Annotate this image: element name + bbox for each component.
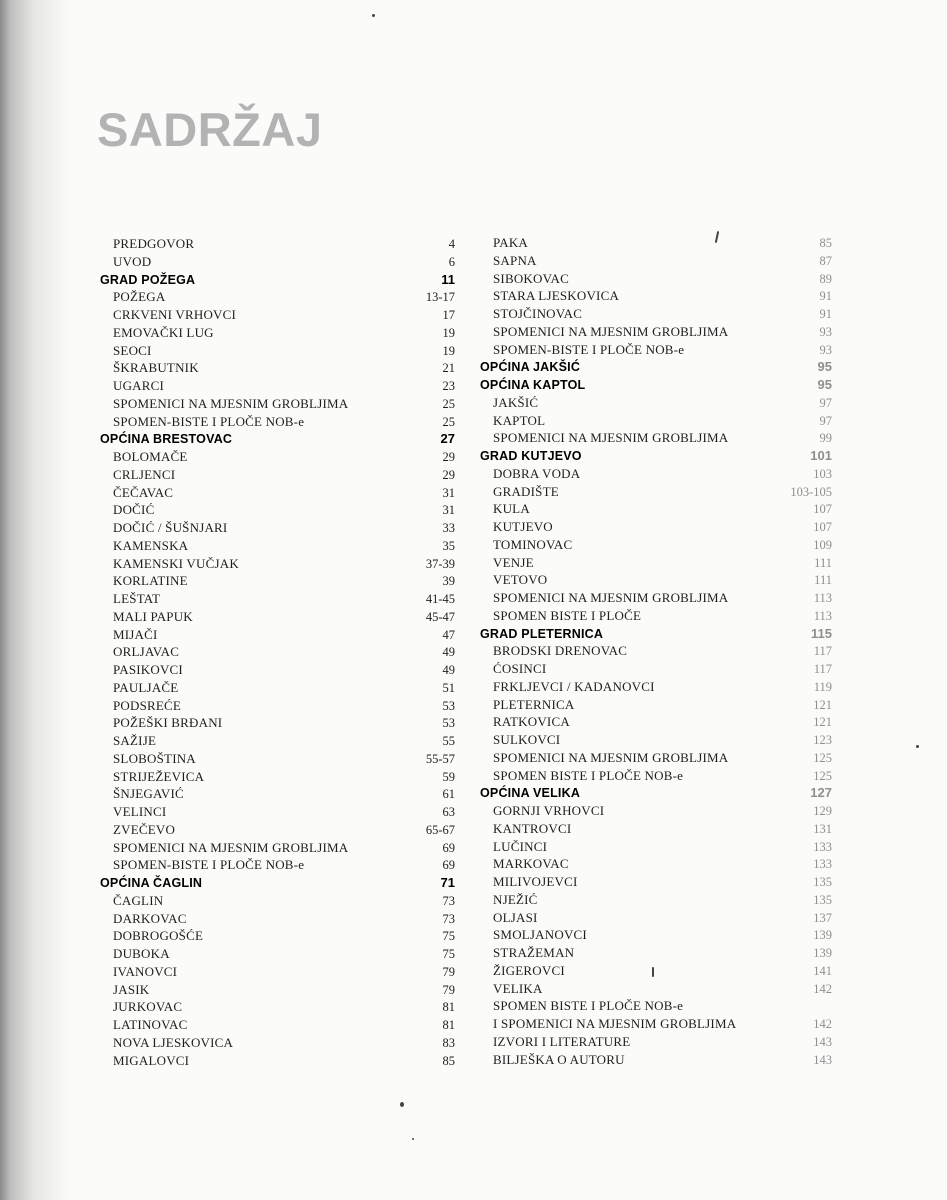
toc-entry-label: KORLATINE [113,573,188,589]
toc-section-heading [480,376,832,394]
toc-entry [100,945,455,963]
toc-page-number: 33 [442,521,455,535]
toc-entry [480,341,832,359]
toc-entry-label: SPOMENICI NA MJESNIM GROBLJIMA [493,749,729,765]
toc-entry-label: JASIK [113,981,150,997]
toc-page-number: 31 [442,503,455,518]
toc-page-number: 129 [813,804,832,818]
toc-entry-label: IVANOVCI [113,963,178,979]
toc-page-number: 85 [442,1053,455,1068]
toc-page-number: 4 [448,237,455,251]
toc-entry-label: DOČIĆ [113,502,155,518]
toc-entry [100,484,455,502]
toc-entry-label: IZVORI I LITERATURE [493,1033,631,1049]
toc-entry [480,252,832,270]
toc-page-number: 55-57 [425,751,455,766]
toc-page-number: 133 [813,857,832,872]
toc-entry-label: BILJEŠKA O AUTORU [493,1051,625,1067]
toc-page-number: 127 [810,785,832,801]
toc-entry-label: OPĆINA VELIKA [480,786,581,801]
toc-page-number: 47 [442,627,455,642]
toc-entry-label: BRODSKI DRENOVAC [493,643,628,659]
toc-entry-label: VENJE [493,554,534,570]
toc-entry-label: OPĆINA KAPTOL [480,378,586,392]
toc-page-number: 139 [813,946,832,960]
toc-page-number: 25 [442,414,455,429]
toc-entry-label: ŠKRABUTNIK [113,360,199,376]
toc-entry-label: MIGALOVCI [113,1052,190,1068]
toc-entry [100,466,455,484]
toc-entry-label: PASIKOVCI [113,662,183,677]
toc-page-number: 141 [813,963,832,978]
toc-entry-label: STOJČINOVAC [493,306,583,321]
toc-entry [100,359,455,377]
toc-page-number: 111 [814,573,832,588]
toc-entry-label: SPOMEN BISTE I PLOČE [493,607,642,623]
toc-entry [480,962,832,980]
toc-page-number: 91 [819,307,832,321]
toc-entry-label: GRAD PLETERNICA [480,626,604,641]
toc-entry [480,607,832,625]
toc-page-number: 97 [819,395,832,410]
toc-entry-label: I SPOMENICI NA MJESNIM GROBLJIMA [493,1016,737,1031]
toc-entry-label: SAPNA [493,252,537,268]
toc-entry-label: DOČIĆ / ŠUŠNJARI [113,520,228,535]
toc-entry [480,749,832,767]
scan-speck [652,967,654,977]
toc-page-number: 103-105 [790,484,832,499]
toc-entry [480,270,832,288]
toc-page-number: 111 [814,555,832,570]
toc-entry-label: TOMINOVAC [493,536,573,552]
toc-entry [480,465,832,483]
toc-entry-label: STRIJEŽEVICA [113,768,205,784]
toc-entry-label: SPOMENICI NA MJESNIM GROBLJIMA [493,430,729,446]
toc-page-number: 81 [442,1018,455,1032]
toc-page-number: 73 [442,911,455,926]
toc-page-number: 95 [817,377,832,392]
toc-entry-label: PODSREĆE [113,697,182,713]
toc-entry-label: MARKOVAC [493,856,569,872]
toc-entry-label: SEOCI [113,342,152,358]
toc-page-number: 19 [442,325,455,340]
toc-entry-label: DOBRA VODA [493,465,581,481]
toc-entry [100,697,455,715]
toc-entry-label: LATINOVAC [113,1017,188,1032]
toc-page-number: 69 [442,840,455,855]
toc-entry-label: MALI PAPUK [113,608,193,624]
toc-entry-label: SPOMENICI NA MJESNIM GROBLJIMA [493,323,729,339]
toc-entry-label: KUTJEVO [493,519,553,534]
toc-page-number: 113 [813,608,832,623]
toc-entry [480,678,832,696]
toc-entry [480,536,832,554]
toc-page-number: 27 [440,431,455,447]
toc-entry-label: UVOD [113,253,152,269]
toc-page-number: 49 [442,645,455,660]
toc-entry-label: KAPTOL [493,412,546,428]
toc-page-number: 99 [819,431,832,446]
toc-entry [100,608,455,626]
toc-page-number: 37-39 [425,556,455,571]
toc-page-number: 121 [813,697,832,712]
toc-entry [100,661,455,679]
toc-entry [480,554,832,572]
toc-page-number: 29 [442,450,455,464]
scan-speck [412,1138,414,1140]
toc-entry [100,768,455,786]
toc-entry-label: FRKLJEVCI / KADANOVCI [493,678,655,694]
toc-page-number: 137 [813,910,832,925]
toc-page-number: 143 [813,1034,832,1049]
toc-page-number: 17 [442,308,455,322]
toc-entry [480,500,832,518]
toc-entry [480,394,832,412]
toc-entry [100,714,455,732]
toc-entry [480,997,832,1015]
toc-entry-label: SPOMEN BISTE I PLOČE NOB-e [493,767,684,783]
toc-entry-label: PAKA [493,235,529,250]
toc-page-number: 139 [813,928,832,943]
toc-page-number: 65-67 [425,822,455,837]
toc-entry-label: SPOMENICI NA MJESNIM GROBLJIMA [113,839,349,855]
toc-entry-label: SPOMENICI NA MJESNIM GROBLJIMA [493,590,729,605]
toc-entry [100,998,455,1016]
toc-page-number: 79 [442,964,455,979]
toc-page-number: 49 [442,663,455,677]
toc-entry-label: ČEČAVAC [113,484,174,500]
toc-entry-label: SMOLJANOVCI [493,927,587,943]
scan-speck [400,1102,404,1107]
toc-page-number: 93 [819,342,832,357]
toc-entry-label: ŠNJEGAVIĆ [113,786,184,802]
toc-entry-label: POŽEGA [113,289,166,305]
toc-page-number: 125 [813,768,832,783]
toc-entry-label: STARA LJESKOVICA [493,288,620,304]
toc-entry-label: JAKŠIĆ [493,394,539,410]
toc-entry [100,590,455,608]
toc-entry [100,572,455,590]
scan-speck [372,14,375,17]
toc-page-number: 61 [442,787,455,802]
toc-page-number: 63 [442,805,455,819]
toc-entry [100,839,455,857]
toc-entry [480,909,832,927]
toc-entry-label: DARKOVAC [113,910,187,926]
toc-page-number: 39 [442,574,455,589]
toc-entry [480,873,832,891]
toc-entry [480,642,832,660]
toc-entry [480,1033,832,1051]
toc-entry [480,838,832,856]
toc-entry-label: SPOMEN-BISTE I PLOČE NOB-e [113,857,305,873]
toc-page-number: 117 [813,662,832,676]
toc-entry [100,981,455,999]
toc-entry [480,802,832,820]
toc-entry [100,732,455,750]
toc-entry-label: ORLJAVAC [113,644,180,660]
toc-entry [100,785,455,803]
toc-left-column [100,235,455,1069]
toc-entry-label: KAMENSKI VUČJAK [113,555,239,571]
toc-page-number: 101 [810,448,832,463]
toc-section-heading [100,430,455,448]
toc-entry [480,287,832,305]
toc-entry [480,234,832,252]
toc-entry [480,1015,832,1033]
toc-entry-label: DOBROGOŠĆE [113,928,204,944]
toc-entry [100,324,455,342]
toc-page-number: 93 [819,324,832,339]
toc-entry [100,448,455,466]
toc-entry [100,856,455,874]
toc-page-number: 13-17 [425,290,455,305]
toc-entry [100,342,455,360]
toc-entry [480,518,832,536]
toc-entry-label: KULA [493,501,530,517]
toc-right-column [480,234,832,1068]
toc-entry-label: VELINCI [113,804,167,819]
toc-entry [100,1034,455,1052]
toc-entry-label: SULKOVCI [493,732,561,747]
toc-entry [100,803,455,821]
toc-entry-label: SIBOKOVAC [493,270,569,286]
toc-entry-label: ČAGLIN [113,892,164,908]
toc-entry-label: PLETERNICA [493,696,575,712]
toc-entry [480,660,832,678]
toc-entry-label: UGARCI [113,378,165,393]
toc-section-heading [100,874,455,892]
toc-entry-label: PAULJAČE [113,679,179,695]
toc-section-heading [100,271,455,289]
toc-page-number: 142 [813,1017,832,1031]
toc-page-number: 83 [442,1035,455,1050]
toc-page-number: 113 [813,591,832,605]
toc-page-number: 123 [813,733,832,747]
toc-entry-label: SPOMEN-BISTE I PLOČE NOB-e [113,413,305,429]
toc-page-number: 107 [813,502,832,517]
toc-entry [480,696,832,714]
toc-entry [480,891,832,909]
toc-page-number: 85 [819,236,832,250]
toc-section-heading [480,358,832,376]
toc-entry [100,910,455,928]
toc-entry-label: GRADIŠTE [493,483,559,499]
toc-entry-label: CRLJENCI [113,466,176,482]
toc-entry-label: SLOBOŠTINA [113,750,196,766]
toc-entry [480,713,832,731]
toc-page-number: 41-45 [425,592,455,606]
toc-entry [480,305,832,323]
toc-section-heading [480,625,832,643]
toc-page-number: 91 [819,289,832,304]
toc-page-number: 29 [442,467,455,482]
toc-entry [480,944,832,962]
toc-entry [100,892,455,910]
toc-entry-label: OLJASI [493,909,538,925]
toc-entry-label: DUBOKA [113,946,170,961]
toc-entry [100,750,455,768]
toc-page-number: 11 [441,271,455,287]
toc-entry-label: RATKOVICA [493,714,570,730]
toc-page-number: 25 [442,396,455,411]
toc-page-number: 53 [442,716,455,731]
toc-entry [100,501,455,519]
toc-entry [100,306,455,324]
toc-entry [100,288,455,306]
toc-entry-label: VETOVO [493,572,548,588]
toc-page-number: 89 [819,271,832,286]
toc-entry-label: SPOMENICI NA MJESNIM GROBLJIMA [113,395,349,411]
toc-page-number: 79 [442,982,455,997]
toc-page-number: 107 [813,520,832,534]
toc-entry [480,980,832,998]
page-binding-shadow [0,0,70,1200]
toc-page-number: 125 [813,750,832,765]
toc-entry-label: SPOMEN-BISTE I PLOČE NOB-e [493,341,685,357]
toc-entry [100,413,455,431]
toc-entry [100,377,455,395]
toc-entry [480,767,832,785]
toc-entry [480,429,832,447]
toc-entry-label: GORNJI VRHOVCI [493,803,605,818]
toc-entry [480,1051,832,1069]
toc-entry-label: KANTROVCI [493,820,572,836]
toc-entry-label: POŽEŠKI BRĐANI [113,715,223,731]
toc-entry-label: SPOMEN BISTE I PLOČE NOB-e [493,998,684,1014]
toc-entry-label: BOLOMAČE [113,449,188,464]
toc-entry [480,323,832,341]
toc-entry-label: ZVEČEVO [113,821,176,837]
toc-page-number: 75 [442,929,455,944]
toc-entry-label: GRAD KUTJEVO [480,449,582,463]
toc-page-number: 55 [442,734,455,748]
toc-section-heading [480,784,832,802]
toc-page-number: 142 [813,981,832,996]
toc-page-number: 135 [813,875,832,889]
toc-entry-label: ĆOSINCI [493,661,547,676]
toc-entry-label: NOVA LJESKOVICA [113,1034,234,1050]
toc-entry-label: OPĆINA JAKŠIĆ [480,360,581,375]
toc-page-number: 75 [442,947,455,961]
toc-entry [480,412,832,430]
toc-page-number: 119 [813,679,832,694]
toc-entry-label: LEŠTAT [113,591,161,606]
toc-entry-label: ŽIGEROVCI [493,962,565,978]
toc-entry [100,626,455,644]
toc-page-number: 69 [442,858,455,873]
toc-page-number: 19 [442,343,455,358]
toc-entry-label: JURKOVAC [113,999,183,1015]
toc-entry [100,395,455,413]
toc-page-number: 53 [442,698,455,713]
toc-page-number: 59 [442,769,455,784]
toc-entry-label: MIJAČI [113,626,158,642]
toc-entry [100,253,455,271]
toc-page-number: 21 [442,361,455,376]
toc-page-number: 6 [448,254,455,269]
toc-page-number: 103 [813,466,832,481]
toc-entry-label: OPĆINA BRESTOVAC [100,432,233,447]
toc-entry [100,927,455,945]
toc-page-number: 87 [819,253,832,268]
toc-entry-label: CRKVENI VRHOVCI [113,307,237,322]
toc-page-number: 121 [813,715,832,730]
toc-entry-label: MILIVOJEVCI [493,874,578,889]
toc-entry [100,643,455,661]
toc-page-number: 45-47 [425,609,455,624]
toc-page-number: 133 [813,839,832,854]
toc-entry-label: NJEŽIĆ [493,891,538,907]
toc-page-number: 71 [440,875,455,890]
toc-entry-label: SAŽIJE [113,733,157,748]
toc-page-number: 143 [813,1052,832,1067]
toc-page-number: 97 [819,413,832,428]
page-title: SADRŽAJ [97,103,323,156]
toc-entry [100,679,455,697]
toc-entry [100,519,455,537]
toc-entry [480,926,832,944]
toc-entry [480,589,832,607]
toc-entry [100,1016,455,1034]
toc-page-number: 31 [442,485,455,500]
toc-entry-label: PREDGOVOR [113,236,195,251]
toc-page-number: 95 [817,359,832,375]
toc-entry [100,235,455,253]
toc-entry [480,483,832,501]
toc-page-number: 35 [442,538,455,553]
toc-entry [100,537,455,555]
toc-page-number: 51 [442,680,455,695]
toc-page-number: 109 [813,537,832,552]
toc-entry [100,1052,455,1070]
toc-entry-label: VELIKA [493,980,543,996]
toc-entry-label: OPĆINA ČAGLIN [100,876,203,890]
toc-page-number: 115 [811,625,832,641]
toc-page-number: 131 [813,821,832,836]
toc-entry-label: KAMENSKA [113,537,189,553]
toc-entry-label: STRAŽEMAN [493,945,575,960]
toc-entry [480,731,832,749]
toc-page-number: 135 [813,892,832,907]
toc-page-number: 73 [442,893,455,908]
toc-entry [100,555,455,573]
scan-speck [916,745,919,748]
toc-entry [100,963,455,981]
toc-page-number: 117 [813,644,832,659]
toc-entry-label: GRAD POŽEGA [100,272,196,287]
toc-entry-label: EMOVAČKI LUG [113,324,214,340]
toc-entry [480,820,832,838]
toc-entry [480,571,832,589]
toc-entry [480,855,832,873]
toc-page-number: 81 [442,1000,455,1015]
toc-entry [100,821,455,839]
toc-entry-label: LUČINCI [493,838,548,854]
toc-page-number: 23 [442,379,455,393]
toc-section-heading [480,447,832,465]
